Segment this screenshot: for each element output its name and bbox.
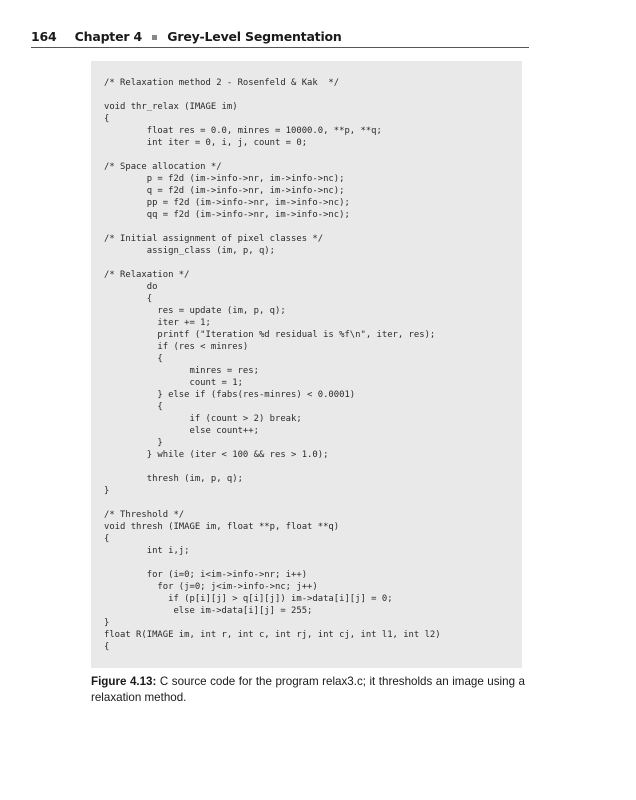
code-line: assign_class (im, p, q); <box>104 246 275 256</box>
code-line: } <box>104 618 110 628</box>
code-line: if (res < minres) <box>104 342 249 352</box>
code-line: /* Relaxation */ <box>104 270 190 280</box>
code-line: /* Space allocation */ <box>104 162 222 172</box>
code-line: res = update (im, p, q); <box>104 306 286 316</box>
code-line: } <box>104 486 110 496</box>
code-line: { <box>104 114 110 124</box>
code-line: for (i=0; i<im->info->nr; i++) <box>104 570 308 580</box>
code-line: } else if (fabs(res-minres) < 0.0001) <box>104 390 356 400</box>
code-listing-box <box>91 61 522 668</box>
code-line: /* Threshold */ <box>104 510 185 520</box>
code-line: int iter = 0, i, j, count = 0; <box>104 138 308 148</box>
code-line: count = 1; <box>104 378 243 388</box>
code-line: for (j=0; j<im->info->nc; j++) <box>104 582 318 592</box>
code-line: /* Initial assignment of pixel classes */ <box>104 234 324 244</box>
code-line: thresh (im, p, q); <box>104 474 243 484</box>
figure-caption <box>91 674 525 706</box>
code-line: pp = f2d (im->info->nr, im->info->nc); <box>104 198 350 208</box>
code-line: float R(IMAGE im, int r, int c, int rj, int cj, int l1, int l2) <box>104 630 441 640</box>
code-line: /* Relaxation method 2 - Rosenfeld & Kak */ <box>104 78 340 88</box>
code-line: void thresh (IMAGE im, float **p, float **q) <box>104 522 340 532</box>
code-line: { <box>104 642 110 652</box>
code-line: } <box>104 438 163 448</box>
chapter-title: Grey-Level Segmentation <box>167 29 342 44</box>
code-line: { <box>104 534 110 544</box>
code-line: else im->data[i][j] = 255; <box>104 606 313 616</box>
code-line: void thr_relax (IMAGE im) <box>104 102 238 112</box>
figure-caption-text: C source code for the program relax3.c; it thresholds an image using a relaxation method. <box>91 675 525 704</box>
code-line: { <box>104 354 163 364</box>
code-line: q = f2d (im->info->nr, im->info->nc); <box>104 186 345 196</box>
code-line: iter += 1; <box>104 318 211 328</box>
code-line: p = f2d (im->info->nr, im->info->nc); <box>104 174 345 184</box>
code-line: do <box>104 282 158 292</box>
code-line: printf ("Iteration %d residual is %f\n", iter, res); <box>104 330 436 340</box>
running-header <box>31 29 529 48</box>
page-number: 164 <box>31 29 57 44</box>
code-line: float res = 0.0, minres = 10000.0, **p, **q; <box>104 126 382 136</box>
code-line: } while (iter < 100 && res > 1.0); <box>104 450 329 460</box>
code-listing <box>104 77 441 653</box>
separator-square-icon <box>152 35 157 40</box>
code-line: if (count > 2) break; <box>104 414 302 424</box>
code-line: qq = f2d (im->info->nr, im->info->nc); <box>104 210 350 220</box>
code-line: { <box>104 402 163 412</box>
code-line: else count++; <box>104 426 259 436</box>
chapter-label: Chapter 4 <box>74 29 142 44</box>
code-line: if (p[i][j] > q[i][j]) im->data[i][j] = 0; <box>104 594 393 604</box>
code-line: int i,j; <box>104 546 190 556</box>
code-line: minres = res; <box>104 366 259 376</box>
code-line: { <box>104 294 153 304</box>
figure-label: Figure 4.13: <box>91 675 157 688</box>
